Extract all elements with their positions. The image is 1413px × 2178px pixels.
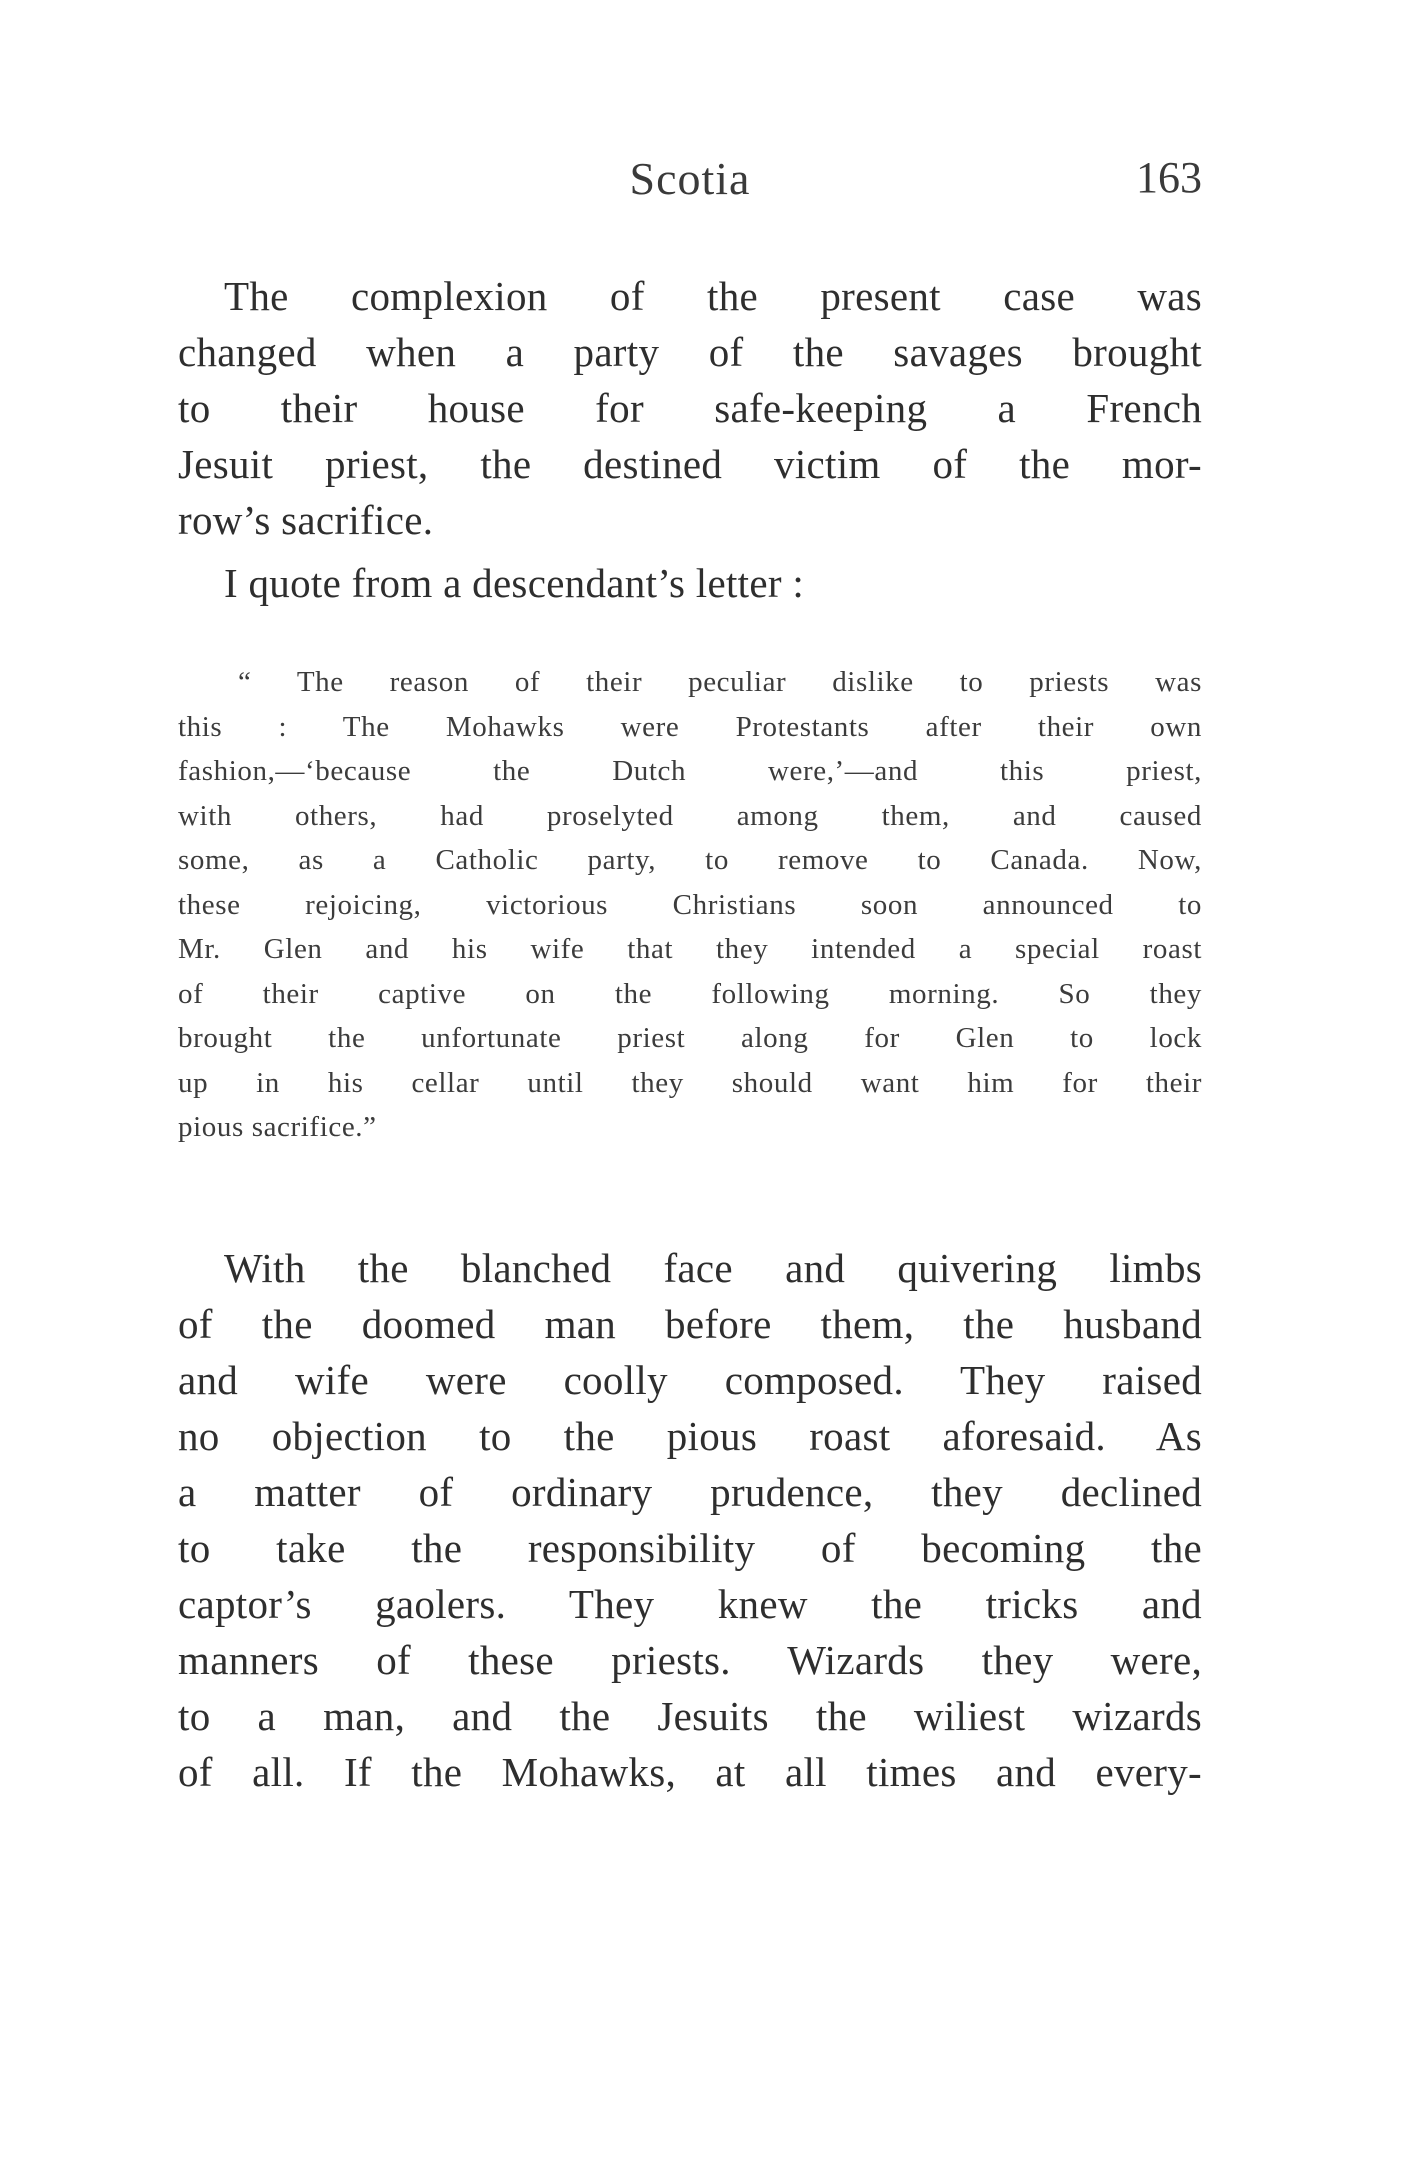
quotation-line: brought the unfortunate priest along for Glen to lock (178, 1022, 1202, 1054)
paragraph-line: of all. If the Mohawks, at all times and every- (178, 1749, 1202, 1795)
quotation-line: “ The reason of their peculiar dislike to priests was (238, 666, 1202, 698)
running-head (178, 152, 1202, 212)
paragraph-line: no objection to the pious roast aforesaid. As (178, 1413, 1202, 1459)
block-quotation (178, 660, 1202, 1150)
paragraph-blanched-face (178, 1240, 1202, 1800)
running-head-title: Scotia (629, 153, 751, 204)
page-number: 163 (1136, 153, 1202, 202)
quotation-line: up in his cellar until they should want him for their (178, 1066, 1202, 1099)
quotation-line: fashion,—‘because the Dutch were,’—and this priest, (178, 755, 1202, 787)
paragraph-line: With the blanched face and quivering limbs (224, 1245, 1202, 1291)
quotation-line: this : The Mohawks were Protestants after their own (178, 710, 1202, 743)
quotation-line: of their captive on the following morning. So they (178, 977, 1202, 1010)
paragraph-line: of the doomed man before them, the husband (178, 1301, 1202, 1347)
paragraph-line: I quote from a descendant’s letter : (224, 560, 805, 606)
paragraph-line: changed when a party of the savages brought (178, 329, 1202, 375)
quotation-line: pious sacrifice.” (178, 1111, 377, 1143)
quotation-line: some, as a Catholic party, to remove to Canada. Now, (178, 844, 1202, 876)
paragraph-line: to a man, and the Jesuits the wiliest wizards (178, 1693, 1202, 1739)
paragraph-line: row’s sacrifice. (178, 497, 434, 543)
quotation-line: Mr. Glen and his wife that they intended a special roast (178, 933, 1202, 965)
paragraph-complexion (178, 268, 1202, 548)
paragraph-line: to take the responsibility of becoming the (178, 1525, 1202, 1571)
quotation-line: these rejoicing, victorious Christians soon announced to (178, 888, 1202, 921)
paragraph-line: and wife were coolly composed. They raised (178, 1357, 1202, 1403)
paragraph-line: Jesuit priest, the destined victim of the mor- (178, 441, 1202, 487)
quotation-line: with others, had proselyted among them, and caused (178, 799, 1202, 832)
paragraph-line: to their house for safe-keeping a French (178, 385, 1202, 431)
paragraph-line: manners of these priests. Wizards they were, (178, 1637, 1202, 1683)
paragraph-line: a matter of ordinary prudence, they declined (178, 1469, 1202, 1515)
paragraph-line: captor’s gaolers. They knew the tricks and (178, 1581, 1202, 1627)
paragraph-quote-intro (178, 555, 1202, 611)
paragraph-line: The complexion of the present case was (224, 273, 1202, 319)
